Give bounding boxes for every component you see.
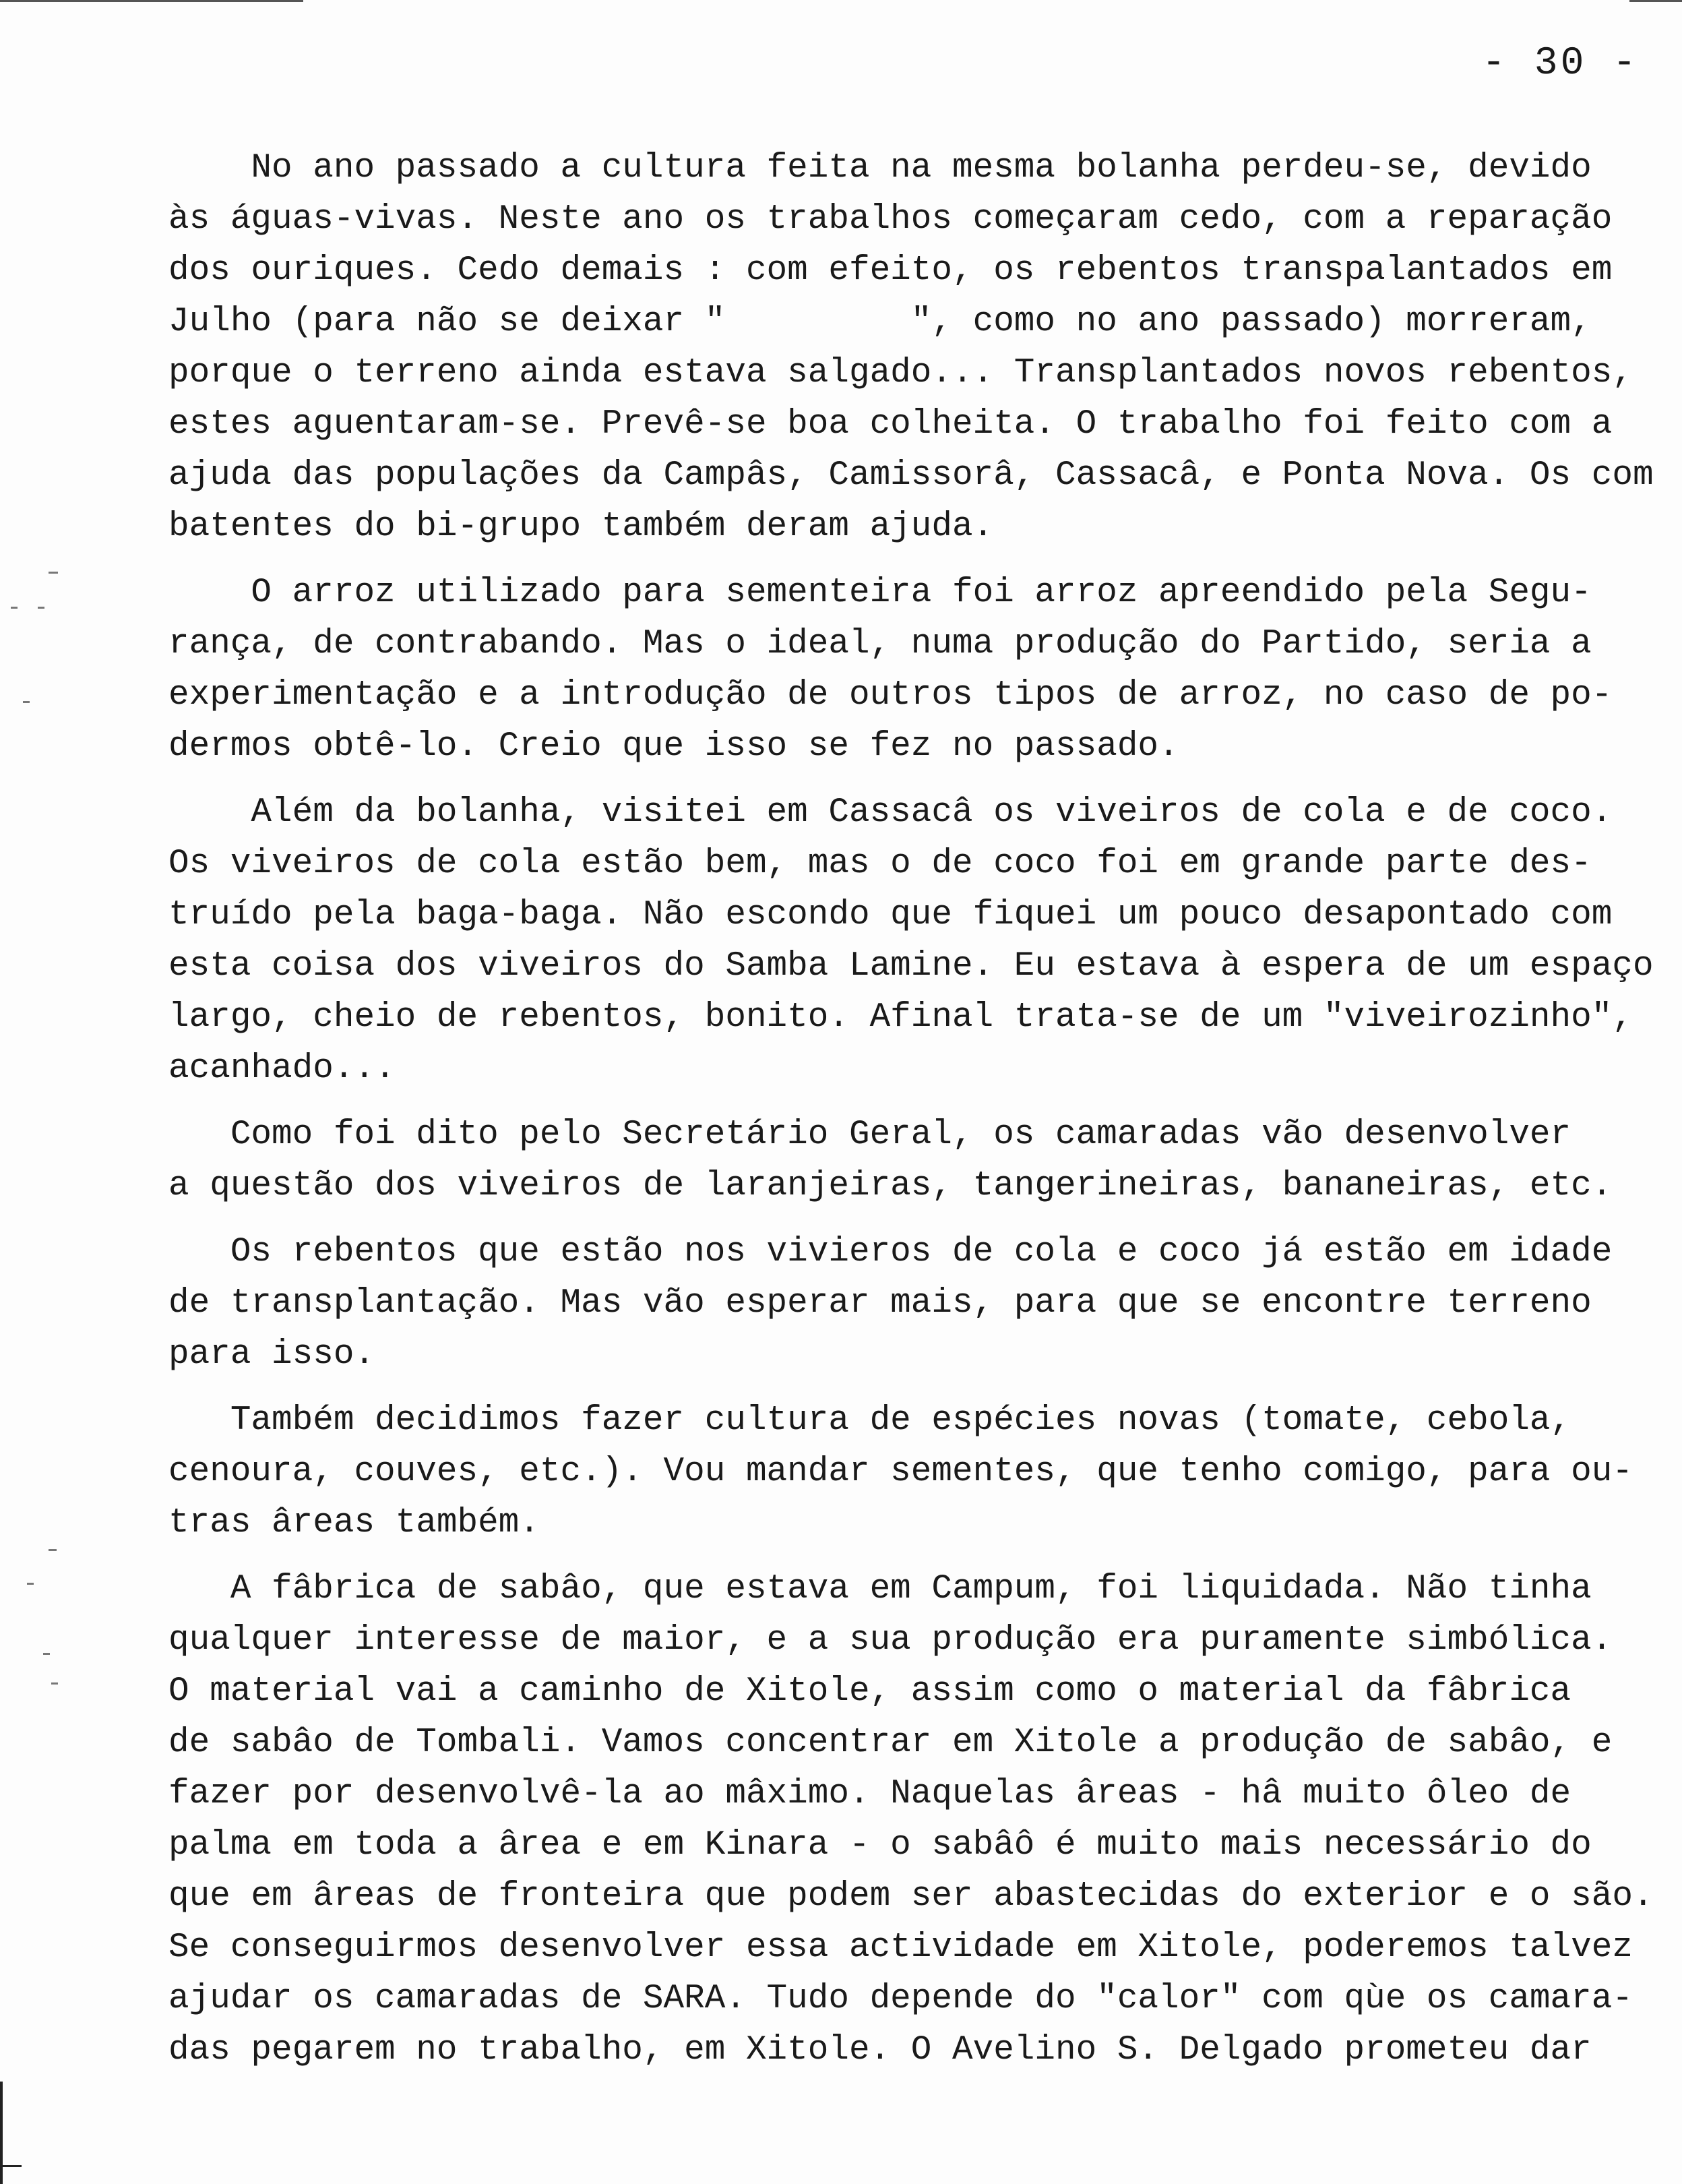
- text-line: estes aguentaram-se. Prevê-se boa colheita. O trabalho foi feito com a: [168, 405, 1613, 444]
- text-line: largo, cheio de rebentos, bonito. Afinal trata-se de um "viveirozinho",: [168, 998, 1633, 1037]
- margin-mark: [49, 572, 58, 574]
- text-line: Além da bolanha, visitei em Cassacâ os viveiros de cola e de coco.: [168, 793, 1613, 832]
- text-line: batentes do bi-grupo também deram ajuda.: [168, 508, 994, 546]
- text-line: palma em toda a ârea e em Kinara - o sabâô é muito mais necessário do: [168, 1826, 1592, 1864]
- text-line: porque o terreno ainda estava salgado... Transplantados novos rebentos,: [168, 354, 1633, 392]
- margin-mark: [23, 701, 30, 703]
- top-border-rule: [0, 0, 303, 2]
- text-line: Os viveiros de cola estão bem, mas o de coco foi em grande parte des-: [168, 845, 1592, 883]
- paragraph: [168, 1227, 1664, 1381]
- text-line: ajudar os camaradas de SARA. Tudo depende do "calor" com qùe os camara-: [168, 1980, 1633, 2018]
- margin-mark: [43, 1653, 50, 1655]
- text-line: de sabâo de Tombali. Vamos concentrar em Xitole a produção de sabâo, e: [168, 1724, 1613, 1762]
- paragraph: [168, 1564, 1664, 2076]
- text-line: Julho (para não se deixar " ", como no ano passado) morreram,: [168, 303, 1592, 341]
- text-line: acanhado...: [168, 1050, 396, 1088]
- margin-mark: [38, 607, 44, 609]
- text-line: Se conseguirmos desenvolver essa actividade em Xitole, poderemos talvez: [168, 1929, 1633, 1967]
- paragraph: [168, 787, 1664, 1095]
- paragraph: [168, 1395, 1664, 1549]
- text-line: O arroz utilizado para sementeira foi arroz apreendido pela Segu-: [168, 574, 1592, 612]
- text-line: O material vai a caminho de Xitole, assim como o material da fâbrica: [168, 1672, 1571, 1711]
- page-number: - 30 -: [1482, 42, 1639, 86]
- text-line: truído pela baga-baga. Não escondo que fiquei um pouco desapontado com: [168, 896, 1613, 934]
- text-line: A fâbrica de sabâo, que estava em Campum, foi liquidada. Não tinha: [168, 1570, 1592, 1608]
- margin-mark: [51, 1682, 58, 1685]
- binding-corner-mark: [0, 2082, 18, 2184]
- text-line: ajuda das populações da Campâs, Camissorâ, Cassacâ, e Ponta Nova. Os com: [168, 456, 1654, 495]
- text-line: fazer por desenvolvê-la ao mâximo. Naquelas âreas - hâ muito ôleo de: [168, 1775, 1571, 1813]
- text-line: Como foi dito pelo Secretário Geral, os camaradas vão desenvolver: [168, 1116, 1571, 1154]
- text-line: dermos obtê-lo. Creio que isso se fez no passado.: [168, 727, 1179, 766]
- text-line: às águas-vivas. Neste ano os trabalhos começaram cedo, com a reparação: [168, 200, 1613, 239]
- text-line: que em âreas de fronteira que podem ser abastecidas do exterior e o são.: [168, 1877, 1654, 1916]
- paragraph: [168, 143, 1664, 553]
- text-line: No ano passado a cultura feita na mesma bolanha perdeu-se, devido: [168, 149, 1592, 187]
- margin-mark: [11, 607, 18, 609]
- text-line: de transplantação. Mas vão esperar mais, para que se encontre terreno: [168, 1284, 1592, 1323]
- text-line: dos ouriques. Cedo demais : com efeito, os rebentos transpalantados em: [168, 251, 1613, 290]
- text-line: tras âreas também.: [168, 1504, 540, 1542]
- text-line: Também decidimos fazer cultura de espécies novas (tomate, cebola,: [168, 1401, 1571, 1440]
- text-line: rança, de contrabando. Mas o ideal, numa produção do Partido, seria a: [168, 625, 1592, 663]
- margin-mark: [27, 1583, 34, 1585]
- text-line: cenoura, couves, etc.). Vou mandar sementes, que tenho comigo, para ou-: [168, 1453, 1633, 1491]
- margin-mark: [49, 1549, 57, 1551]
- body-text: [168, 143, 1664, 2091]
- text-line: das pegarem no trabalho, em Xitole. O Avelino S. Delgado prometeu dar: [168, 2031, 1592, 2069]
- text-line: Os rebentos que estão nos vivieros de cola e coco já estão em idade: [168, 1233, 1613, 1271]
- top-border-rule-right: [1629, 0, 1682, 2]
- text-line: qualquer interesse de maior, e a sua produção era puramente simbólica.: [168, 1621, 1613, 1660]
- paragraph: [168, 568, 1664, 772]
- text-line: esta coisa dos viveiros do Samba Lamine. Eu estava à espera de um espaço: [168, 947, 1654, 985]
- paragraph: [168, 1110, 1664, 1212]
- text-line: a questão dos viveiros de laranjeiras, tangerineiras, bananeiras, etc.: [168, 1167, 1613, 1205]
- text-line: experimentação e a introdução de outros tipos de arroz, no caso de po-: [168, 676, 1613, 715]
- text-line: para isso.: [168, 1335, 375, 1374]
